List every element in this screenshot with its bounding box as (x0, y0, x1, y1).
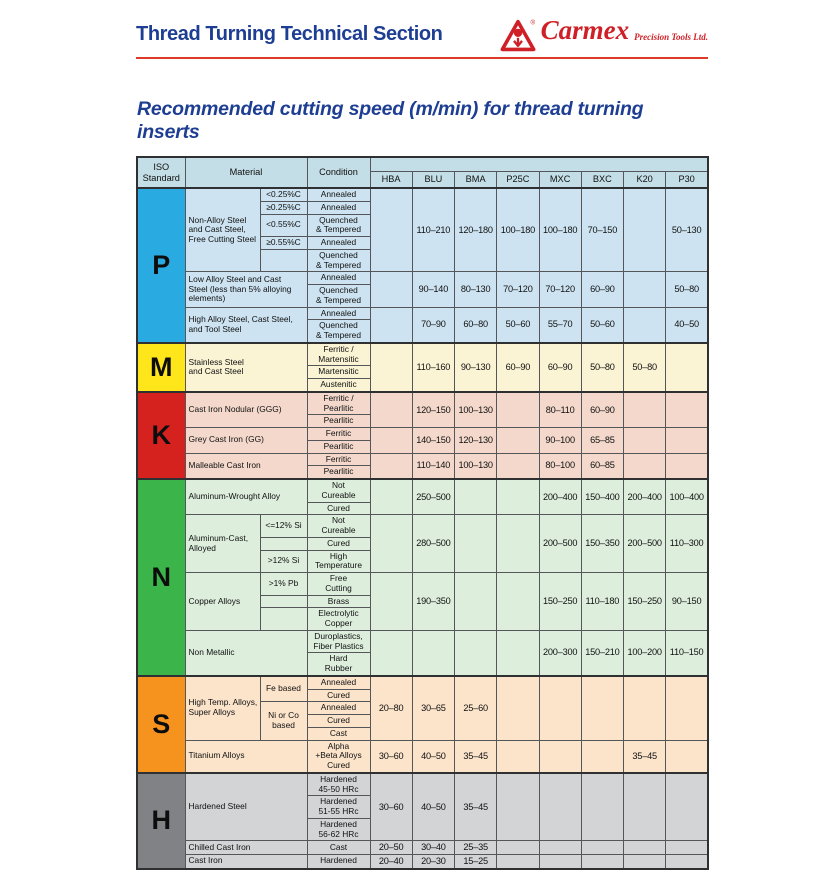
speed-value-cell-blu: 120–150 (412, 392, 454, 428)
page-title: Thread Turning Technical Section (136, 23, 443, 45)
speed-value-cell-k20 (624, 453, 666, 479)
speed-value-cell-k20: 35–45 (624, 740, 666, 773)
speed-value-cell-mxc: 200–400 (539, 479, 581, 515)
speed-value-cell-hba (370, 573, 412, 631)
header-divider-rule (136, 57, 708, 59)
table-row (137, 307, 708, 320)
speed-value-cell-p25c (497, 573, 539, 631)
material-cell: Stainless Steel and Cast Steel (185, 343, 307, 392)
speed-value-cell-blu: 110–140 (412, 453, 454, 479)
condition-cell: Not Cureable (307, 479, 370, 502)
speed-value-cell-p25c: 50–60 (497, 307, 539, 343)
material-cell: Chilled Cast Iron (185, 841, 307, 855)
material-sub-cell (260, 249, 307, 272)
material-cell: Malleable Cast Iron (185, 453, 307, 479)
speed-value-cell-p30: 110–150 (666, 630, 708, 676)
material-cell: Titanium Alloys (185, 740, 307, 773)
speed-value-cell-bxc: 60–90 (581, 392, 623, 428)
speed-value-cell-k20 (624, 392, 666, 428)
speed-value-cell-p30 (666, 428, 708, 454)
condition-cell: Hardened (307, 854, 370, 868)
speed-value-cell-bma: 35–45 (455, 740, 497, 773)
speed-value-cell-bma (455, 479, 497, 515)
speed-value-cell-hba (370, 272, 412, 307)
iso-letter-cell-s: S (137, 676, 185, 773)
speed-value-cell-p25c: 70–120 (497, 272, 539, 307)
material-header: Material (185, 157, 307, 188)
condition-cell: Quenched & Tempered (307, 249, 370, 272)
speed-value-cell-k20 (624, 428, 666, 454)
speed-value-cell-blu: 30–40 (412, 841, 454, 855)
speed-value-cell-mxc: 70–120 (539, 272, 581, 307)
material-cell: Low Alloy Steel and Cast Steel (less than 5% alloying elements) (185, 272, 307, 307)
material-sub-cell: <0.25%C (260, 188, 307, 201)
table-row (137, 515, 708, 538)
table-row (137, 841, 708, 855)
speed-value-cell-p25c (497, 392, 539, 428)
table-row (137, 573, 708, 596)
speed-value-cell-p25c (497, 479, 539, 515)
condition-cell: Cured (307, 502, 370, 515)
speed-value-cell-bma: 100–130 (455, 392, 497, 428)
speed-value-cell-hba: 20–80 (370, 676, 412, 740)
iso-letter-cell-m: M (137, 343, 185, 392)
speed-value-cell-blu: 250–500 (412, 479, 454, 515)
speed-value-cell-bxc: 110–180 (581, 573, 623, 631)
speed-value-cell-blu: 40–50 (412, 773, 454, 841)
speed-value-cell-bma (455, 515, 497, 573)
speed-value-cell-hba: 30–60 (370, 740, 412, 773)
table-row (137, 854, 708, 868)
material-cell: Aluminum-Cast, Alloyed (185, 515, 260, 573)
speed-value-cell-k20: 50–80 (624, 343, 666, 392)
speed-value-cell-bxc: 50–60 (581, 307, 623, 343)
condition-cell: Hard Rubber (307, 653, 370, 676)
grade-column-header-k20: K20 (624, 172, 666, 189)
speed-value-cell-mxc: 80–100 (539, 453, 581, 479)
condition-cell: Hardened 56-62 HRc (307, 818, 370, 841)
condition-cell: Ferritic / Martensitic (307, 343, 370, 366)
condition-cell: Pearlitic (307, 466, 370, 479)
speed-value-cell-p30 (666, 841, 708, 855)
speed-value-cell-p30 (666, 773, 708, 841)
material-sub-cell (260, 608, 307, 631)
grade-column-header-bxc: BXC (581, 172, 623, 189)
page-header (136, 15, 708, 54)
speed-value-cell-hba (370, 479, 412, 515)
material-cell: High Temp. Alloys, Super Alloys (185, 676, 260, 740)
speed-value-cell-p30: 50–130 (666, 188, 708, 272)
iso-letter-cell-n: N (137, 479, 185, 676)
iso-letter-cell-p: P (137, 188, 185, 343)
page (136, 0, 708, 870)
grade-column-header-blu: BLU (412, 172, 454, 189)
material-cell: Hardened Steel (185, 773, 307, 841)
grade-column-header-bma: BMA (455, 172, 497, 189)
speed-value-cell-blu: 140–150 (412, 428, 454, 454)
speed-value-cell-p25c: 100–180 (497, 188, 539, 272)
material-cell: High Alloy Steel, Cast Steel, and Tool Steel (185, 307, 307, 343)
speed-value-cell-p30: 100–400 (666, 479, 708, 515)
speed-value-cell-bma: 120–180 (455, 188, 497, 272)
condition-cell: Electrolytic Copper (307, 608, 370, 631)
table-row (137, 392, 708, 415)
speed-value-cell-hba (370, 343, 412, 392)
speed-value-cell-k20: 200–500 (624, 515, 666, 573)
speed-value-cell-hba: 20–50 (370, 841, 412, 855)
speed-value-cell-p25c (497, 676, 539, 740)
condition-cell: Annealed (307, 272, 370, 285)
speed-value-cell-p25c (497, 773, 539, 841)
speed-value-cell-p30: 50–80 (666, 272, 708, 307)
speed-value-cell-k20 (624, 188, 666, 272)
speed-value-cell-bma: 25–35 (455, 841, 497, 855)
speed-value-cell-blu: 110–210 (412, 188, 454, 272)
material-sub-cell: Fe based (260, 676, 307, 702)
speed-value-cell-hba: 30–60 (370, 773, 412, 841)
registered-mark: ® (530, 18, 535, 26)
speed-value-cell-hba (370, 428, 412, 454)
condition-cell: Austenitic (307, 379, 370, 392)
speed-value-cell-hba (370, 515, 412, 573)
grade-column-header-p25c: P25C (497, 172, 539, 189)
material-sub-cell: ≥0.25%C (260, 201, 307, 214)
material-sub-cell: >1% Pb (260, 573, 307, 596)
speed-value-cell-blu: 40–50 (412, 740, 454, 773)
speed-value-cell-bxc (581, 740, 623, 773)
condition-cell: Quenched & Tempered (307, 320, 370, 343)
condition-cell: Cast (307, 841, 370, 855)
speed-value-cell-mxc (539, 773, 581, 841)
speed-value-cell-mxc: 200–300 (539, 630, 581, 676)
material-cell: Cast Iron (185, 854, 307, 868)
speed-value-cell-blu: 110–160 (412, 343, 454, 392)
speed-value-cell-mxc: 80–110 (539, 392, 581, 428)
material-cell: Copper Alloys (185, 573, 260, 631)
speed-value-cell-blu: 30–65 (412, 676, 454, 740)
grade-column-header-p30: P30 (666, 172, 708, 189)
condition-cell: Ferritic (307, 428, 370, 441)
speed-value-cell-mxc (539, 854, 581, 868)
condition-cell: Quenched & Tempered (307, 285, 370, 308)
condition-cell: Ferritic (307, 453, 370, 466)
condition-cell: High Temperature (307, 550, 370, 573)
material-cell: Non-Alloy Steel and Cast Steel, Free Cutting Steel (185, 188, 260, 272)
speed-value-cell-p25c (497, 453, 539, 479)
table-title: Recommended cutting speed (m/min) for thread turning inserts (137, 98, 644, 143)
speed-value-cell-p30: 110–300 (666, 515, 708, 573)
speed-value-cell-p25c (497, 854, 539, 868)
material-sub-cell: >12% Si (260, 550, 307, 573)
speed-value-cell-blu: 190–350 (412, 573, 454, 631)
grade-column-header-hba: HBA (370, 172, 412, 189)
speed-value-cell-p30 (666, 453, 708, 479)
speed-value-cell-blu: 20–30 (412, 854, 454, 868)
condition-cell: Cured (307, 689, 370, 702)
speed-value-cell-mxc: 100–180 (539, 188, 581, 272)
condition-cell: Annealed (307, 237, 370, 250)
speed-value-cell-bma: 90–130 (455, 343, 497, 392)
table-row (137, 428, 708, 441)
table-row (137, 740, 708, 773)
speed-value-cell-bma: 35–45 (455, 773, 497, 841)
material-cell: Cast Iron Nodular (GGG) (185, 392, 307, 428)
table-row (137, 453, 708, 466)
speed-value-cell-mxc: 60–90 (539, 343, 581, 392)
speed-value-cell-bxc: 60–85 (581, 453, 623, 479)
speed-value-cell-p25c (497, 740, 539, 773)
speed-value-cell-k20 (624, 272, 666, 307)
speed-value-cell-k20 (624, 854, 666, 868)
speed-value-cell-p25c: 60–90 (497, 343, 539, 392)
speed-value-cell-bxc: 150–400 (581, 479, 623, 515)
speed-value-cell-bxc (581, 841, 623, 855)
table-row (137, 272, 708, 285)
condition-cell: Pearlitic (307, 415, 370, 428)
material-sub-cell: <0.55%C (260, 214, 307, 237)
table-row (137, 773, 708, 796)
speed-value-cell-bxc (581, 854, 623, 868)
speed-value-cell-p25c (497, 515, 539, 573)
speed-value-cell-mxc (539, 841, 581, 855)
speed-value-cell-mxc: 150–250 (539, 573, 581, 631)
table-row (137, 676, 708, 689)
table-row (137, 479, 708, 502)
speed-value-cell-k20 (624, 841, 666, 855)
condition-cell: Cast (307, 727, 370, 740)
condition-cell: Not Cureable (307, 515, 370, 538)
speed-value-cell-bma (455, 630, 497, 676)
material-cell: Grey Cast Iron (GG) (185, 428, 307, 454)
speed-value-cell-bxc: 70–150 (581, 188, 623, 272)
speed-value-cell-bxc: 150–210 (581, 630, 623, 676)
condition-cell: Hardened 51-55 HRc (307, 796, 370, 819)
condition-cell: Annealed (307, 307, 370, 320)
speed-value-cell-blu: 280–500 (412, 515, 454, 573)
brand-logo (500, 14, 708, 53)
condition-cell: Cured (307, 715, 370, 728)
speed-value-cell-k20: 100–200 (624, 630, 666, 676)
speed-value-cell-k20 (624, 676, 666, 740)
condition-header: Condition (307, 157, 370, 188)
speed-value-cell-bxc: 65–85 (581, 428, 623, 454)
speed-table (136, 156, 709, 870)
speed-value-cell-bma: 25–60 (455, 676, 497, 740)
speed-value-cell-bma: 100–130 (455, 453, 497, 479)
speed-value-cell-hba (370, 453, 412, 479)
speed-value-cell-bma: 60–80 (455, 307, 497, 343)
brand-name: Carmex (540, 14, 630, 45)
grades-group-header (370, 157, 708, 172)
speed-value-cell-p25c (497, 841, 539, 855)
speed-value-cell-k20: 200–400 (624, 479, 666, 515)
speed-value-cell-blu: 70–90 (412, 307, 454, 343)
condition-cell: Annealed (307, 702, 370, 715)
speed-value-cell-bxc (581, 676, 623, 740)
condition-cell: Duroplastics, Fiber Plastics (307, 630, 370, 653)
speed-value-cell-p25c (497, 630, 539, 676)
condition-cell: Cured (307, 537, 370, 550)
speed-value-cell-blu (412, 630, 454, 676)
table-row (137, 188, 708, 201)
material-sub-cell: Ni or Co based (260, 702, 307, 740)
condition-cell: Hardened 45-50 HRc (307, 773, 370, 796)
speed-value-cell-p30 (666, 343, 708, 392)
speed-value-cell-bxc (581, 773, 623, 841)
speed-value-cell-mxc (539, 740, 581, 773)
condition-cell: Martensitic (307, 366, 370, 379)
condition-cell: Ferritic / Pearlitic (307, 392, 370, 415)
speed-value-cell-mxc (539, 676, 581, 740)
speed-value-cell-p30 (666, 392, 708, 428)
speed-value-cell-hba (370, 307, 412, 343)
speed-value-cell-k20: 150–250 (624, 573, 666, 631)
iso-letter-cell-k: K (137, 392, 185, 479)
speed-value-cell-hba (370, 630, 412, 676)
table-row (137, 343, 708, 366)
speed-value-cell-p30 (666, 854, 708, 868)
table-row (137, 630, 708, 653)
condition-cell: Annealed (307, 201, 370, 214)
condition-cell: Alpha +Beta Alloys Cured (307, 740, 370, 773)
condition-cell: Quenched & Tempered (307, 214, 370, 237)
speed-value-cell-bma: 120–130 (455, 428, 497, 454)
speed-value-cell-blu: 90–140 (412, 272, 454, 307)
material-sub-cell: <=12% Si (260, 515, 307, 538)
material-sub-cell (260, 595, 307, 608)
speed-value-cell-p25c (497, 428, 539, 454)
speed-value-cell-k20 (624, 773, 666, 841)
condition-cell: Free Cutting (307, 573, 370, 596)
brand-tagline: Precision Tools Ltd. (634, 31, 708, 42)
condition-cell: Annealed (307, 188, 370, 201)
condition-cell: Annealed (307, 676, 370, 689)
speed-value-cell-hba (370, 392, 412, 428)
grade-column-header-mxc: MXC (539, 172, 581, 189)
speed-value-cell-bma: 80–130 (455, 272, 497, 307)
material-sub-cell (260, 537, 307, 550)
speed-value-cell-p30 (666, 740, 708, 773)
speed-value-cell-k20 (624, 307, 666, 343)
material-sub-cell: ≥0.55%C (260, 237, 307, 250)
speed-value-cell-bma (455, 573, 497, 631)
speed-value-cell-bma: 15–25 (455, 854, 497, 868)
iso-letter-cell-h: H (137, 773, 185, 869)
speed-value-cell-bxc: 50–80 (581, 343, 623, 392)
speed-value-cell-mxc: 200–500 (539, 515, 581, 573)
iso-standard-header: ISO Standard (137, 157, 185, 188)
speed-value-cell-p30: 90–150 (666, 573, 708, 631)
condition-cell: Brass (307, 595, 370, 608)
speed-value-cell-bxc: 150–350 (581, 515, 623, 573)
speed-value-cell-p30: 40–50 (666, 307, 708, 343)
speed-value-cell-hba (370, 188, 412, 272)
material-cell: Aluminum-Wrought Alloy (185, 479, 307, 515)
speed-value-cell-bxc: 60–90 (581, 272, 623, 307)
carmex-triangle-logo-icon (500, 19, 536, 53)
speed-value-cell-p30 (666, 676, 708, 740)
speed-value-cell-mxc: 90–100 (539, 428, 581, 454)
condition-cell: Pearlitic (307, 440, 370, 453)
speed-value-cell-hba: 20–40 (370, 854, 412, 868)
material-cell: Non Metallic (185, 630, 307, 676)
speed-value-cell-mxc: 55–70 (539, 307, 581, 343)
